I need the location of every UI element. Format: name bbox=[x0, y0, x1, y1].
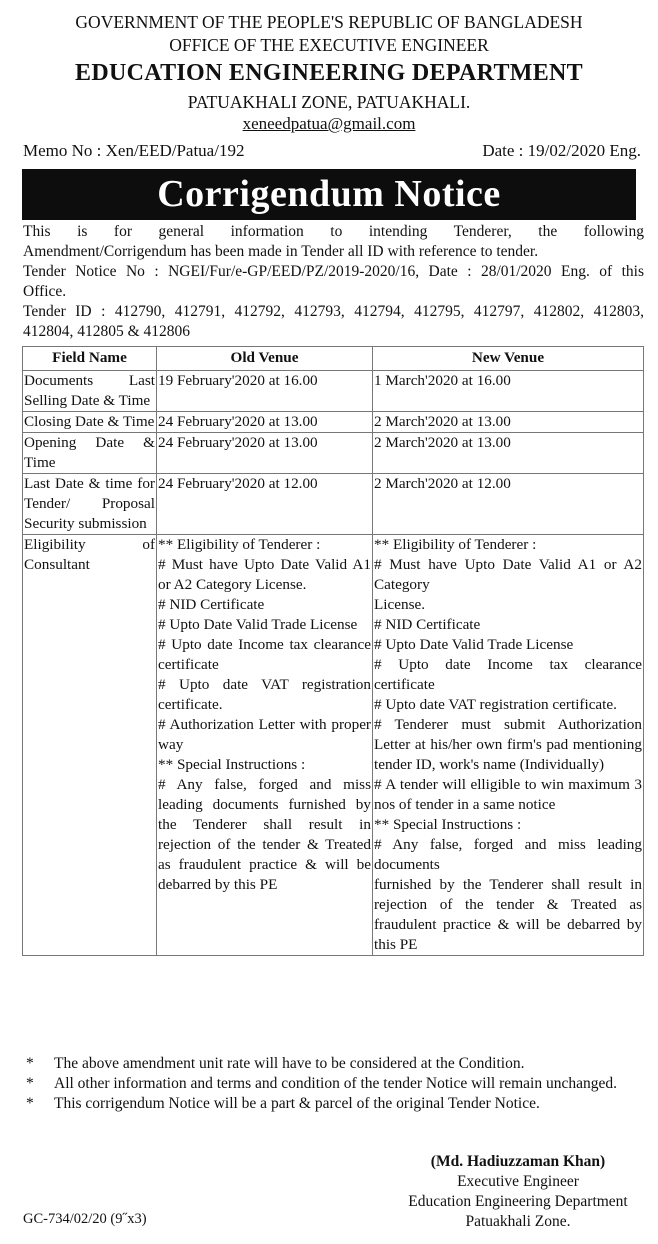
new-venue-cell: 2 March'2020 at 12.00 bbox=[373, 474, 644, 535]
note-bullet: * bbox=[26, 1055, 34, 1072]
old-venue-cell: 19 February'2020 at 16.00 bbox=[157, 371, 373, 412]
old-eligibility-cell bbox=[157, 535, 373, 956]
new-venue-cell: 2 March'2020 at 13.00 bbox=[373, 433, 644, 474]
header-zone: PATUAKHALI ZONE, PATUAKHALI. bbox=[187, 92, 471, 112]
table-row bbox=[23, 371, 644, 412]
new-eligibility-line: ** Eligibility of Tenderer : bbox=[374, 536, 537, 553]
note-text: This corrigendum Notice will be a part & parcel of the original Tender Notice. bbox=[54, 1095, 540, 1112]
column-header-field-name: Field Name bbox=[23, 347, 157, 371]
header-office: OFFICE OF THE EXECUTIVE ENGINEER bbox=[169, 35, 489, 55]
field-name-cell: Eligibility of Consultant bbox=[23, 535, 157, 956]
old-eligibility-line: # NID Certificate bbox=[158, 596, 265, 613]
signature-block bbox=[394, 1152, 642, 1232]
memo-number: Memo No : Xen/EED/Patua/192 bbox=[23, 141, 245, 160]
old-venue-cell: 24 February'2020 at 12.00 bbox=[157, 474, 373, 535]
note-item bbox=[22, 1054, 642, 1074]
tender-notice-line: Tender Notice No : NGEI/Fur/e-GP/EED/PZ/2019-2020/16, Date : 28/01/2020 Eng. of this bbox=[23, 263, 644, 280]
note-item bbox=[22, 1074, 642, 1094]
new-venue-cell: 1 March'2020 at 16.00 bbox=[373, 371, 644, 412]
new-eligibility-line: # NID Certificate bbox=[374, 616, 481, 633]
signatory-designation: Executive Engineer bbox=[457, 1173, 579, 1190]
old-eligibility-line: # Upto date Income tax clearance certificate bbox=[158, 636, 371, 673]
new-venue-cell: 2 March'2020 at 13.00 bbox=[373, 412, 644, 433]
new-eligibility-line: # Must have Upto Date Valid A1 or A2 Category bbox=[374, 556, 642, 593]
new-eligibility-line: ** Special Instructions : bbox=[374, 816, 522, 833]
note-bullet: * bbox=[26, 1095, 34, 1112]
note-bullet: * bbox=[26, 1075, 34, 1092]
field-name-cell: Last Date & time for Tender/ Proposal Security submission bbox=[23, 474, 157, 535]
field-name-cell: Closing Date & Time bbox=[23, 412, 157, 433]
old-eligibility-line: ** Special Instructions : bbox=[158, 756, 306, 773]
intro-section bbox=[23, 222, 644, 342]
old-venue-cell: 24 February'2020 at 13.00 bbox=[157, 433, 373, 474]
tender-id-line: Tender ID : 412790, 412791, 412792, 412793, 412794, 412795, 412797, 412802, 412803, bbox=[23, 303, 644, 320]
amendment-table bbox=[22, 346, 644, 956]
new-eligibility-line: # Upto date Income tax clearance certificate bbox=[374, 656, 642, 693]
old-eligibility-line: # Authorization Letter with proper way bbox=[158, 716, 371, 753]
old-eligibility-line: # Upto Date Valid Trade License bbox=[158, 616, 358, 633]
table-row-eligibility bbox=[23, 535, 644, 956]
table-row bbox=[23, 433, 644, 474]
column-header-old-venue: Old Venue bbox=[157, 347, 373, 371]
note-text: The above amendment unit rate will have to be considered at the Condition. bbox=[54, 1055, 525, 1072]
field-name-cell: Documents Last Selling Date & Time bbox=[23, 371, 157, 412]
signatory-name: (Md. Hadiuzzaman Khan) bbox=[430, 1153, 606, 1170]
table-row bbox=[23, 412, 644, 433]
new-eligibility-line: # Upto date VAT registration certificate. bbox=[374, 696, 617, 713]
header-email-link[interactable]: xeneedpatua@gmail.com bbox=[242, 114, 416, 133]
old-venue-cell: 24 February'2020 at 13.00 bbox=[157, 412, 373, 433]
new-eligibility-cell bbox=[373, 535, 644, 956]
new-eligibility-line: # Upto Date Valid Trade License bbox=[374, 636, 574, 653]
intro-line: Amendment/Corrigendum has been made in Tender all ID with reference to tender. bbox=[23, 243, 539, 260]
tender-notice-line: Office. bbox=[23, 283, 67, 300]
note-text: All other information and terms and condition of the tender Notice will remain unchanged. bbox=[54, 1075, 618, 1092]
old-eligibility-line: # Any false, forged and miss leading documents furnished by the Tenderer shall result in rejection of the tender & Treated as fraudulent practice & will be debarred by this PE bbox=[158, 776, 371, 893]
gc-reference: GC-734/02/20 (9˝x3) bbox=[23, 1211, 147, 1227]
table-header-row bbox=[23, 347, 644, 371]
field-name-cell: Opening Date & Time bbox=[23, 433, 157, 474]
header-department: EDUCATION ENGINEERING DEPARTMENT bbox=[75, 60, 583, 86]
old-eligibility-line: ** Eligibility of Tenderer : bbox=[158, 536, 321, 553]
new-eligibility-line: # Any false, forged and miss leading documents bbox=[374, 836, 642, 873]
column-header-new-venue: New Venue bbox=[373, 347, 644, 371]
new-eligibility-line: License. bbox=[374, 596, 426, 613]
intro-line: This is for general information to intending Tenderer, the following bbox=[23, 223, 644, 240]
table-row bbox=[23, 474, 644, 535]
signatory-zone: Patuakhali Zone. bbox=[465, 1213, 571, 1230]
signatory-department: Education Engineering Department bbox=[408, 1193, 628, 1210]
notice-title-banner: Corrigendum Notice bbox=[22, 169, 636, 220]
new-eligibility-line: furnished by the Tenderer shall result in rejection of the tender & Treated as fraudulent practice & will be debarred by this PE bbox=[374, 876, 642, 953]
new-eligibility-line: # A tender will elligible to win maximum 3 nos of tender in a same notice bbox=[374, 776, 642, 813]
note-item bbox=[22, 1094, 642, 1114]
old-eligibility-line: # Upto date VAT registration certificate. bbox=[158, 676, 371, 713]
header-government: GOVERNMENT OF THE PEOPLE'S REPUBLIC OF BANGLADESH bbox=[75, 12, 583, 32]
memo-date: Date : 19/02/2020 Eng. bbox=[482, 141, 641, 160]
new-eligibility-line: # Tenderer must submit Authorization Letter at his/her own firm's pad mentioning tender ID, work's name (Individually) bbox=[374, 716, 642, 773]
old-eligibility-line: # Must have Upto Date Valid A1 or A2 Category License. bbox=[158, 556, 371, 593]
notes-section bbox=[22, 1054, 642, 1114]
tender-id-line: 412804, 412805 & 412806 bbox=[23, 323, 191, 340]
